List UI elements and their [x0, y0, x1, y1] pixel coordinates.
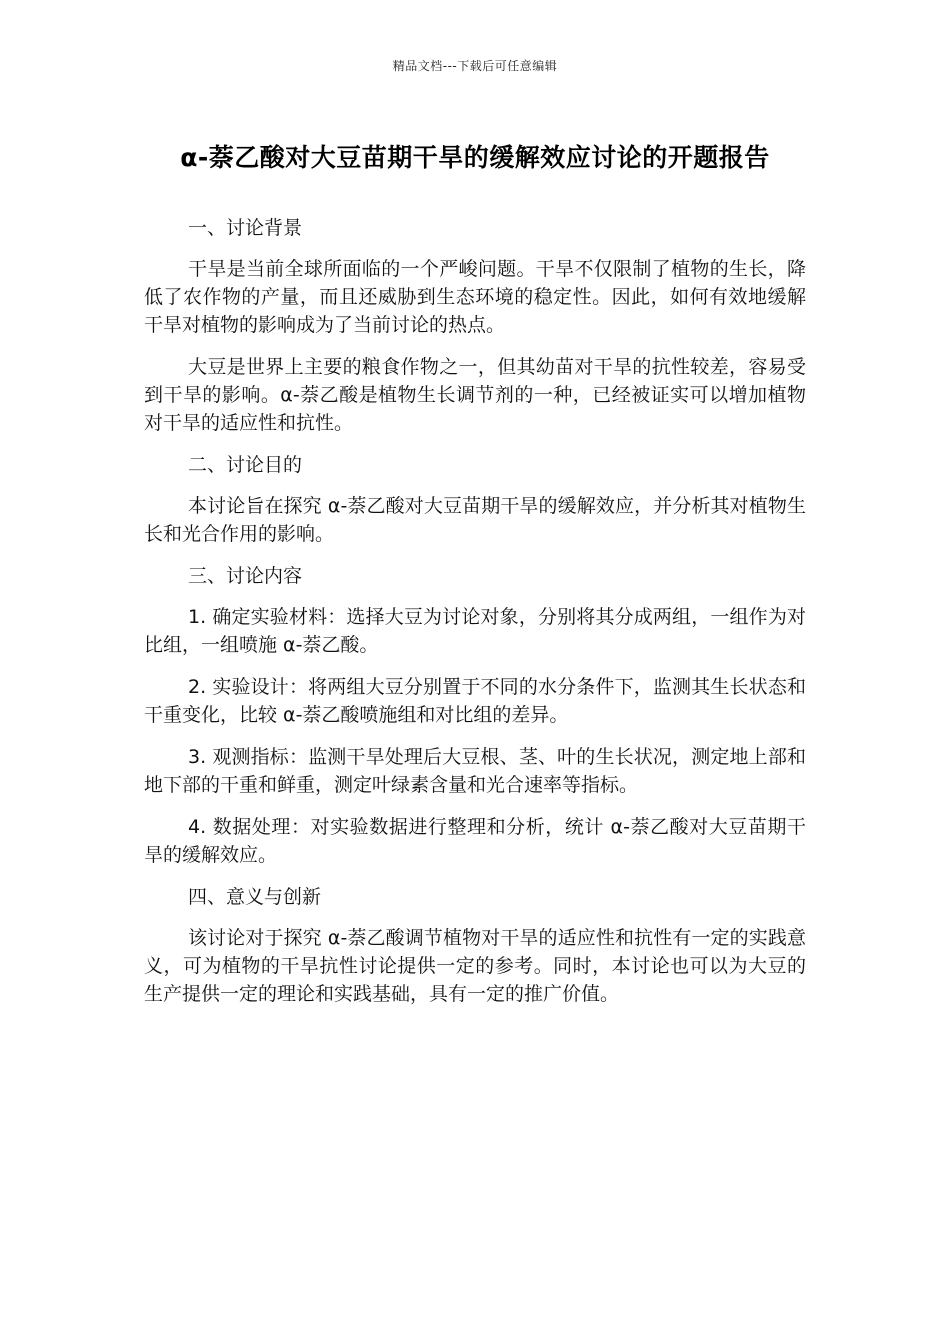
list-item-content-4: 4. 数据处理：对实验数据进行整理和分析，统计 α-萘乙酸对大豆苗期干旱的缓解效应。 — [144, 816, 806, 866]
header-note: 精品文档---下载后可任意编辑 — [392, 59, 558, 73]
list-item-content-3: 3. 观测指标：监测干旱处理后大豆根、茎、叶的生长状况，测定地上部和地下部的干重和鲜重，测定叶绿素含量和光合速率等指标。 — [144, 746, 806, 796]
list-item-content-1: 1. 确定实验材料：选择大豆为讨论对象，分别将其分成两组，一组作为对比组，一组喷施 α-萘乙酸。 — [144, 606, 806, 656]
section-heading-significance: 四、意义与创新 — [188, 886, 322, 908]
paragraph-background-2: 大豆是世界上主要的粮食作物之一，但其幼苗对干旱的抗性较差，容易受到干旱的影响。α-萘乙酸是植物生长调节剂的一种，已经被证实可以增加植物对干旱的适应性和抗性。 — [144, 356, 806, 434]
document-title: α-萘乙酸对大豆苗期干旱的缓解效应讨论的开题报告 — [180, 143, 770, 172]
section-heading-purpose: 二、讨论目的 — [188, 454, 303, 476]
paragraph-background-1: 干旱是当前全球所面临的一个严峻问题。干旱不仅限制了植物的生长，降低了农作物的产量，而且还威胁到生态环境的稳定性。因此，如何有效地缓解干旱对植物的影响成为了当前讨论的热点。 — [144, 258, 806, 336]
paragraph-significance-1: 该讨论对于探究 α-萘乙酸调节植物对干旱的适应性和抗性有一定的实践意义，可为植物的干旱抗性讨论提供一定的参考。同时，本讨论也可以为大豆的生产提供一定的理论和实践基础，具有一定的推广价值。 — [144, 927, 806, 1005]
section-heading-content: 三、讨论内容 — [188, 565, 303, 587]
document-body — [144, 214, 806, 1022]
list-item-content-2: 2. 实验设计：将两组大豆分别置于不同的水分条件下，监测其生长状态和干重变化，比较 α-萘乙酸喷施组和对比组的差异。 — [144, 676, 806, 726]
paragraph-purpose-1: 本讨论旨在探究 α-萘乙酸对大豆苗期干旱的缓解效应，并分析其对植物生长和光合作用的影响。 — [144, 495, 806, 545]
section-heading-background: 一、讨论背景 — [188, 217, 303, 239]
